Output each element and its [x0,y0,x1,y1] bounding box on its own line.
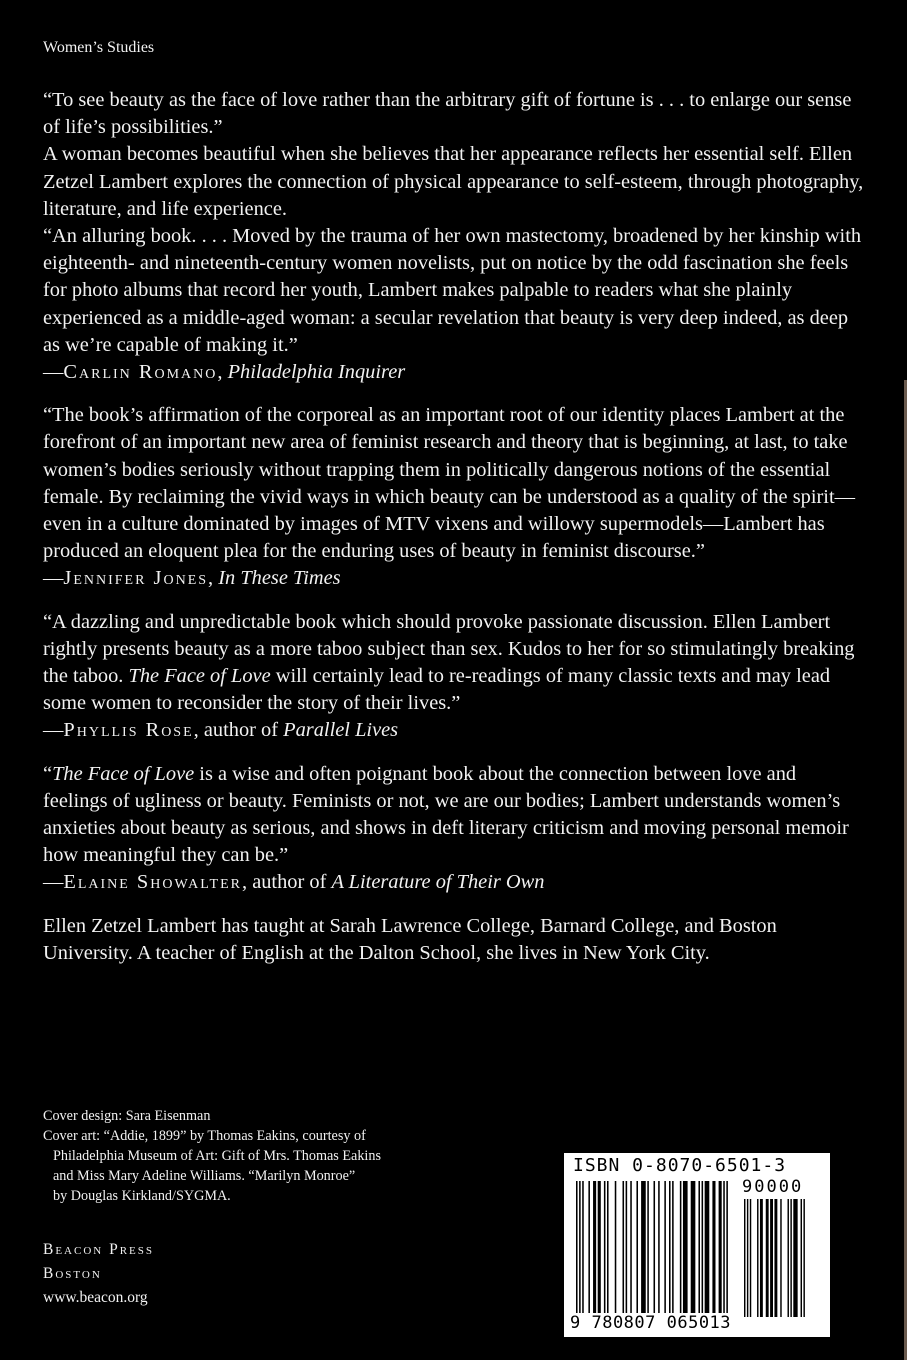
barcode-bar [680,1181,682,1313]
reviewer-name: Elaine Showalter [63,871,242,894]
category-label: Women’s Studies [43,39,155,56]
reviewer-separator: , [208,567,219,590]
barcode-bar [588,1181,590,1313]
barcode-bar [757,1199,758,1317]
barcode-bar [630,1181,632,1313]
publisher-url: www.beacon.org [43,1289,148,1306]
review-quote [43,761,865,897]
barcode-bar [598,1181,601,1313]
barcode-bar [669,1181,671,1313]
review-attribution [43,717,865,744]
barcode-bar [658,1181,660,1313]
barcode-bar [604,1181,606,1313]
description: A woman becomes beautiful when she believes that her appearance reflects her essential self. Ellen Zetzel Lambert explores the connection of physical appearance to self-esteem, through photography, literature, and life experience. [43,143,864,220]
barcode-bar [790,1199,791,1317]
review-attribution [43,869,865,896]
barcode-bar [582,1181,584,1313]
reviewer-separator: , [217,361,228,384]
barcode-bar [780,1199,781,1317]
barcode-bar [607,1181,609,1313]
reviewer-name: Jennifer Jones [63,567,209,590]
cover-art-credit-cont: Philadelphia Museum of Art: Gift of Mrs. Thomas Eakins [53,1148,381,1164]
review-quote [43,609,865,745]
back-cover-copy [43,87,865,967]
reviewer-role: author of [203,719,284,742]
cover-art-credit: Cover art: “Addie, 1899” by Thomas Eakins, courtesy of [43,1128,366,1144]
review-source: Philadelphia Inquirer [227,361,406,384]
barcode-bar [623,1181,625,1313]
barcode-bar [647,1181,649,1313]
barcode-bar [723,1181,725,1313]
barcode-bar [664,1181,666,1313]
barcode-bar [698,1181,700,1313]
barcode-bar [719,1181,722,1313]
barcode-bar [747,1199,748,1317]
barcode-bar [636,1181,638,1313]
addon-bars [744,1199,805,1317]
review-attribution [43,359,865,386]
barcode-bar [760,1199,763,1317]
author-bio: Ellen Zetzel Lambert has taught at Sarah Lawrence College, Barnard College, and Boston University. A teacher of English at the Dalton School, she lives in New York City. [43,914,777,964]
barcode-bar [615,1181,617,1313]
review-text: “An alluring book. . . . Moved by the trauma of her own mastectomy, broadened by her kinship with eighteenth- and nineteenth-century women novelists, put on notice by the odd fascination she feels for photo albums that record her youth, Lambert makes palpable to readers what she plainly experienced as a middle-aged woman: a secular revelation that beauty is very deep indeed, as deep as we’re capable of making it.” [43,225,862,356]
barcode-bar [683,1181,688,1313]
attribution-dash: — [43,361,64,384]
barcode-bar [774,1199,777,1317]
cover-art-credit-cont: and Miss Mary Adeline Williams. “Marilyn Monroe” [53,1168,356,1184]
barcode-bar [788,1199,789,1317]
review-quote [43,402,865,592]
ean-digits: 9 780807 065013 [570,1313,732,1333]
barcode-bar [654,1181,656,1313]
price-addon-digits: 90000 [742,1177,804,1197]
cover-art-credit-cont: by Douglas Kirkland/SYGMA. [53,1188,231,1204]
review-book-title: The Face of Love [52,762,195,785]
review-quote [43,223,865,386]
review-attribution [43,565,865,592]
review-source: In These Times [218,567,341,590]
barcode-bar [702,1181,704,1313]
review-text: “The book’s affirmation of the corporeal as an important root of our identity places Lambert at the forefront of an important new area of feminist research and theory that is beginning, at last, to take women’s bodies seriously without trapping them in politically dangerous notions of the essential female. By reclaiming the vivid ways in which beauty can be understood as a quality of the spirit—even in a culture dominated by images of MTV vixens and willowy supermodels—Lambert has produced an eloquent plea for the enduring uses of beauty in feminist discourse.” [43,404,856,563]
cover-design-credit: Cover design: Sara Eisenman [43,1108,211,1124]
review-text: “ [43,762,53,785]
barcode-bar [770,1199,773,1317]
barcode-bar [803,1199,804,1317]
barcode-bar [593,1181,596,1313]
barcode-bar [726,1181,728,1313]
attribution-dash: — [43,567,64,590]
barcode-bar [641,1181,646,1313]
barcode-bar [705,1181,710,1313]
reviewer-separator: , [241,871,253,894]
review-source: A Literature of Their Own [331,871,545,894]
attribution-dash: — [43,719,64,742]
publisher-info [43,1238,154,1310]
barcode-bar [744,1199,745,1317]
barcode-bar [712,1181,715,1313]
publisher-name: Beacon Press [43,1241,155,1258]
publisher-city: Boston [43,1265,102,1282]
reviewer-name: Phyllis Rose [63,719,194,742]
barcode-bar [672,1181,674,1313]
barcode-bar [750,1199,751,1317]
review-text: “A dazzling and unpredictable book which should provoke passionate discussion. Ellen Lambert rightly presents beauty as a more taboo subject than sex. Kudos to her for so stimulatingly breaking the taboo. [43,610,855,688]
attribution-dash: — [43,871,64,894]
barcode-bar [793,1199,797,1317]
review-text-after: will certainly lead to re-readings of many classic texts and may lead some women to reconsider the story of their lives.” [43,665,831,715]
barcode-bar [579,1181,581,1313]
review-text-after: is a wise and often poignant book about the connection between love and feelings of ugliness or beauty. Feminists or not, we are our bodies; Lambert understands women’s anxieties about beauty as serious, and shows in deft literary criticism and moving personal memoir how meaningful they can be.” [43,762,849,867]
review-source: Parallel Lives [283,719,399,742]
reviewer-name: Carlin Romano [63,361,218,384]
epigraph: “To see beauty as the face of love rather than the arbitrary gift of fortune is . . . to enlarge our sense of life’s possibilities.” [43,89,852,139]
review-book-title: The Face of Love [128,665,271,688]
barcode-bar [626,1181,628,1313]
barcode-bar [691,1181,696,1313]
barcode-bar [801,1199,802,1317]
barcode-bar [766,1199,769,1317]
isbn-number: ISBN 0-8070-6501-3 [573,1155,787,1176]
isbn-barcode [564,1153,830,1337]
barcode-bar [576,1181,578,1313]
cover-credits [43,1106,463,1206]
reviewer-separator: , [193,719,204,742]
ean13-bars [576,1181,728,1313]
reviewer-role: author of [252,871,332,894]
